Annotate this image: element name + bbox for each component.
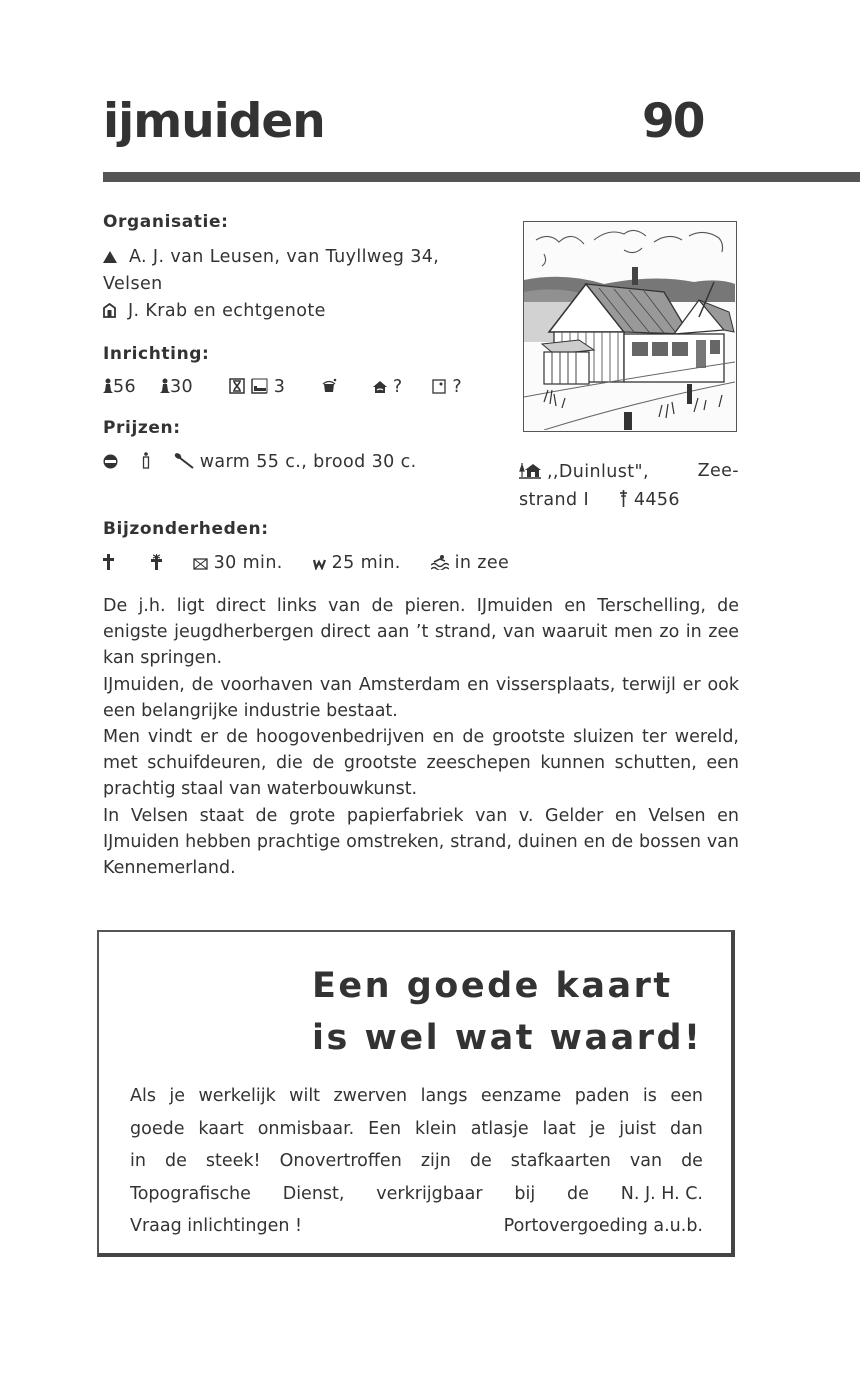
- description-paragraph: De j.h. ligt direct links van de pieren. IJmuiden en Terschelling, de enigste jeugdherbergen direct aan ’t strand, van waaruit men zo in zee kan springen.: [103, 596, 739, 669]
- hostel-name-line-1: [519, 463, 739, 484]
- hostel-address-part-1: Zee-: [697, 461, 739, 481]
- train-station-icon: [313, 557, 326, 575]
- advert-word: klein: [415, 1118, 457, 1139]
- advert-headline-line-1: Een goede kaart: [312, 966, 673, 1006]
- advert-word: kaart: [198, 1118, 244, 1139]
- page-title: ijmuiden: [103, 94, 325, 149]
- church-catholic-icon: [150, 554, 163, 575]
- advert-word: dan: [669, 1118, 703, 1139]
- hostel-name: ,,Duinlust",: [546, 462, 649, 482]
- page-number: 90: [642, 94, 704, 149]
- prijzen-label: Prijzen:: [103, 418, 181, 438]
- swimming-icon: [431, 555, 449, 575]
- organisatie-line-3: [103, 303, 326, 323]
- warden-address: A. J. van Leusen, van Tuyllweg 34,: [128, 247, 440, 267]
- advert-word: Een: [368, 1118, 402, 1139]
- triangle-icon: [103, 251, 117, 269]
- advert-word: je: [169, 1086, 186, 1106]
- prijzen-row: [103, 452, 417, 474]
- hostel-address-part-2: strand I: [519, 490, 590, 510]
- bed-room-icon: [251, 378, 268, 399]
- advert-word: van: [629, 1151, 663, 1171]
- advert-footer: [130, 1210, 703, 1243]
- advert-word: bij: [514, 1183, 536, 1204]
- advert-line: [130, 1145, 703, 1178]
- bijzonderheden-label: Bijzonderheden:: [103, 519, 269, 539]
- organisatie-line-1: [103, 249, 439, 269]
- advert-word: juist: [619, 1118, 657, 1139]
- church-protestant-icon: [103, 554, 114, 575]
- advert-word: de: [567, 1183, 589, 1204]
- advert-word: N. J. H. C.: [620, 1183, 703, 1204]
- advert-word: je: [589, 1118, 606, 1139]
- bijzonderheden-row: [103, 554, 509, 575]
- advert-word: wilt: [289, 1086, 321, 1106]
- advert-word: laat: [542, 1118, 576, 1139]
- description-paragraph: Men vindt er de hoogovenbedrijven en de grootste sluizen ter wereld, met schuifdeuren, die de grootste zeeschepen kunnen schutten, een prachtig staal van waterbouwkunst.: [103, 727, 739, 800]
- advert-word: stafkaarten: [510, 1151, 611, 1171]
- girls-beds-count: 30: [169, 377, 194, 397]
- post-office-distance: 30 min.: [213, 553, 283, 573]
- hostel-drawing: [524, 222, 735, 430]
- advert-word: zijn: [420, 1151, 451, 1171]
- advert-word: onmisbaar.: [257, 1118, 355, 1139]
- advert-word: goede: [130, 1118, 185, 1139]
- advert-word: verkrijgbaar: [376, 1183, 483, 1204]
- shelter-value: ?: [392, 377, 403, 397]
- train-station-distance: 25 min.: [331, 553, 401, 573]
- advert-contact-text: Vraag inlichtingen !: [130, 1216, 303, 1236]
- advert-postage-text: Portovergoeding a.u.b.: [503, 1216, 703, 1236]
- boys-beds-icon: [103, 378, 113, 399]
- prices-text: warm 55 c., brood 30 c.: [199, 452, 417, 472]
- telephone-icon: [619, 490, 628, 512]
- table-icon: [229, 378, 245, 399]
- description-text: [103, 593, 739, 881]
- cooking-pot-icon: [321, 378, 337, 399]
- shelter-icon: [373, 380, 387, 399]
- organisatie-line-2: Velsen: [103, 274, 163, 294]
- advert-word: in: [130, 1151, 146, 1171]
- advert-headline-line-2: is wel wat waard!: [312, 1018, 703, 1058]
- inrichting-label: Inrichting:: [103, 344, 210, 364]
- girls-beds-icon: [160, 378, 170, 399]
- advert-body: [130, 1080, 703, 1243]
- hostel-name-line-2: [519, 490, 680, 512]
- advert-word: eenzame: [480, 1086, 562, 1106]
- advert-word: Dienst,: [282, 1183, 345, 1204]
- advert-word: Als: [130, 1086, 156, 1106]
- inrichting-row: [103, 378, 462, 399]
- housekeeper-name: J. Krab en echtgenote: [127, 301, 326, 321]
- advert-word: werkelijk: [198, 1086, 276, 1106]
- advert-line: [130, 1080, 703, 1113]
- post-office-icon: [193, 557, 208, 575]
- candle-icon: [142, 452, 150, 474]
- advert-word: is: [642, 1086, 657, 1106]
- advert-word: steek!: [205, 1151, 261, 1171]
- hostel-house-icon: [519, 463, 541, 484]
- youth-hostel-illustration: [523, 221, 737, 432]
- description-paragraph: IJmuiden, de voorhaven van Amsterdam en vissersplaats, terwijl er ook een belangrijke industrie bestaat.: [103, 674, 739, 721]
- advert-headline: [312, 960, 702, 1064]
- boys-beds-count: 56: [113, 377, 137, 397]
- advert-word: een: [670, 1086, 703, 1106]
- advert-word: zwerven: [333, 1086, 408, 1106]
- house-keeper-icon: [103, 303, 116, 323]
- phone-number: 4456: [633, 490, 680, 510]
- broom-icon: [174, 452, 194, 474]
- organisatie-label: Organisatie:: [103, 212, 229, 232]
- bowl-icon: [103, 454, 118, 474]
- advert-word: atlasje: [470, 1118, 529, 1139]
- advert-word: de: [469, 1151, 492, 1171]
- locker-value: ?: [452, 377, 463, 397]
- advert-word: Topografische: [130, 1183, 251, 1204]
- swimming-location: in zee: [454, 553, 510, 573]
- rooms-count: 3: [273, 377, 286, 397]
- advert-word: langs: [420, 1086, 468, 1106]
- advert-line: [130, 1178, 703, 1211]
- locker-icon: [432, 379, 446, 399]
- description-paragraph: In Velsen staat de grote papierfabriek van v. Gelder en Velsen en IJmuiden hebben prachtige omstreken, strand, duinen en de bossen van Kennemerland.: [103, 805, 739, 879]
- header-rule: [103, 172, 860, 182]
- advert-word: de: [681, 1151, 703, 1171]
- advert-word: paden: [574, 1086, 630, 1106]
- advert-word: de: [165, 1151, 187, 1171]
- advert-word: Onovertroffen: [279, 1151, 402, 1171]
- advert-line: [130, 1113, 703, 1146]
